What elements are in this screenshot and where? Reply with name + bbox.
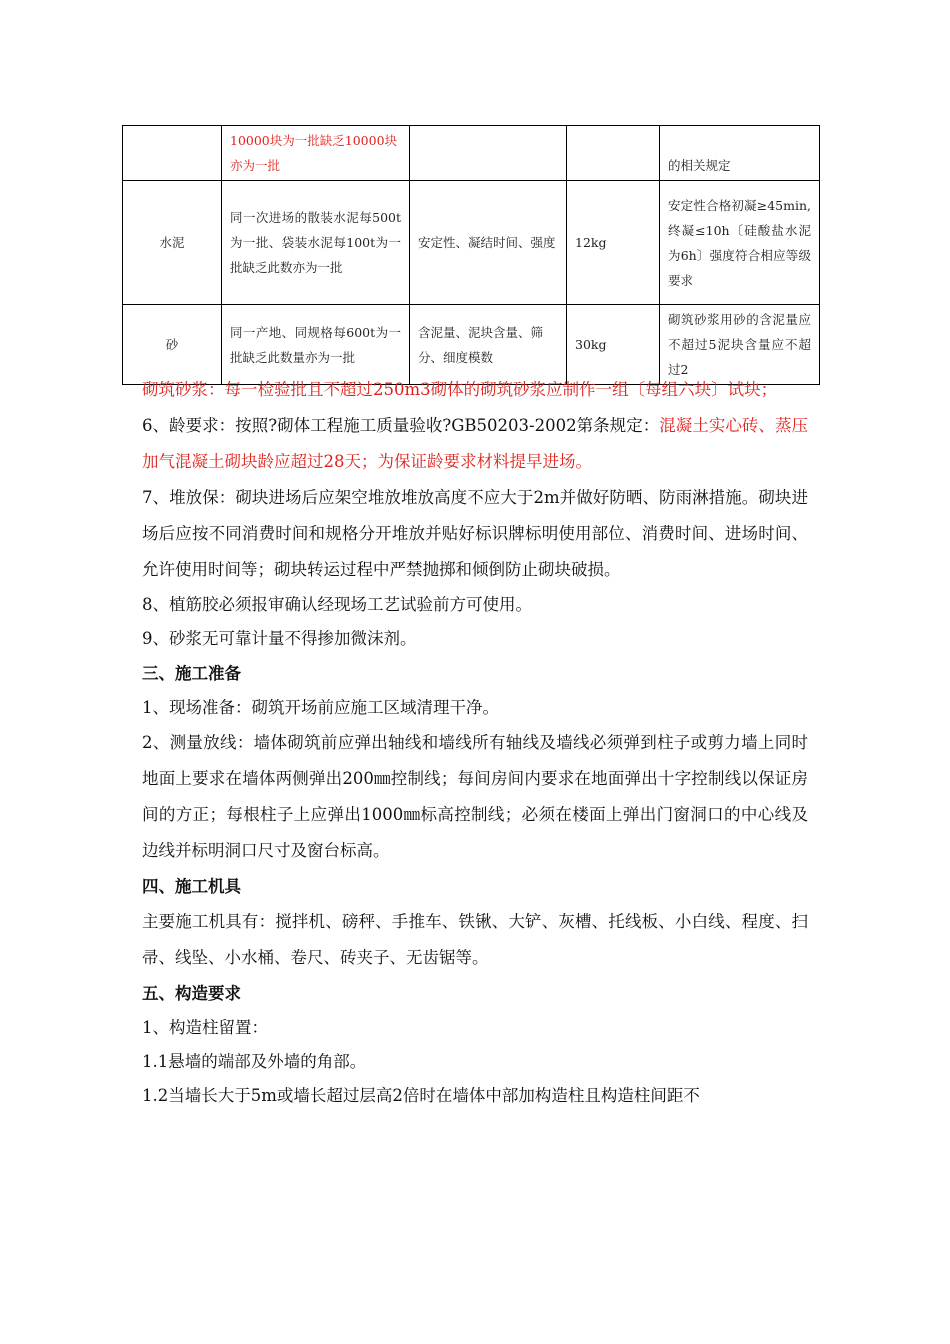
table-row	[123, 126, 820, 181]
paragraph-6-text: 6、龄要求：按照?砌体工程施工质量验收?GB50203-2002第条规定：	[142, 416, 660, 435]
material-name-cell	[123, 126, 222, 181]
test-items-cell: 安定性、凝结时间、强度	[410, 181, 567, 305]
material-inspection-table	[122, 125, 820, 385]
section-heading-tools: 四、施工机具	[142, 877, 241, 896]
test-items-cell: 含泥量、泥块含量、筛分、细度模数	[410, 305, 567, 385]
mortar-sample-note: 砌筑砂浆：每一检验批且不超过250m3砌体的砌筑砂浆应制作一组〔每组六块〕试块；	[142, 380, 778, 399]
test-items-cell	[410, 126, 567, 181]
paragraph-6-highlight: 混凝土实心砖、蒸压加气混凝土砌块龄应超过28天；为保证龄要求材料提早进场。	[142, 416, 808, 471]
batch-rule-cell: 同一次进场的散装水泥每500t为一批、袋装水泥每100t为一批缺乏此数亦为一批	[222, 181, 410, 305]
body-text	[142, 372, 808, 1113]
preparation-item-2: 2、测量放线：墙体砌筑前应弹出轴线和墙线所有轴线及墙线必须弹到柱子或剪力墙上同时地面上要求在墙体两侧弹出200㎜控制线；每间房间内要求在地面弹出十字控制线以保证房间的方正；每根柱子上应弹出1000㎜标高控制线；必须在楼面上弹出门窗洞口的中心线及边线并标明洞口尺寸及窗台标高。	[142, 733, 808, 860]
paragraph-9: 9、砂浆无可靠计量不得掺加微沫剂。	[142, 629, 417, 648]
material-name-cell: 砂	[123, 305, 222, 385]
structure-item-1-1: 1.1悬墙的端部及外墙的角部。	[142, 1052, 367, 1071]
batch-rule-cell: 同一产地、同规格每600t为一批缺乏此数量亦为一批	[222, 305, 410, 385]
batch-rule-cell: 10000块为一批缺乏10000块亦为一批	[222, 126, 410, 181]
tools-paragraph: 主要施工机具有：搅拌机、磅秤、手推车、铁锹、大铲、灰槽、托线板、小白线、程度、扫帚、线坠、小水桶、卷尺、砖夹子、无齿锯等。	[142, 912, 808, 967]
paragraph-8: 8、植筋胶必须报审确认经现场工艺试验前方可使用。	[142, 595, 532, 614]
sample-amount-cell	[567, 126, 660, 181]
section-heading-preparation: 三、施工准备	[142, 664, 241, 683]
sample-amount-cell: 12kg	[567, 181, 660, 305]
table-row	[123, 181, 820, 305]
requirement-cell: 的相关规定	[660, 126, 820, 181]
requirement-cell: 安定性合格初凝≥45min,终凝≤10h〔硅酸盐水泥为6h〕强度符合相应等级要求	[660, 181, 820, 305]
material-name-cell: 水泥	[123, 181, 222, 305]
preparation-item-1: 1、现场准备：砌筑开场前应施工区域清理干净。	[142, 698, 499, 717]
requirement-cell: 砌筑砂浆用砂的含泥量应不超过5泥块含量应不超过2	[660, 305, 820, 385]
structure-item-1-2: 1.2当墙长大于5m或墙长超过层高2倍时在墙体中部加构造柱且构造柱间距不	[142, 1086, 700, 1105]
structure-item-1: 1、构造柱留置：	[142, 1018, 268, 1037]
section-heading-structure: 五、构造要求	[142, 984, 241, 1003]
sample-amount-cell: 30kg	[567, 305, 660, 385]
paragraph-6	[142, 408, 808, 480]
paragraph-7: 7、堆放保：砌块进场后应架空堆放堆放高度不应大于2m并做好防晒、防雨淋措施。砌块进场后应按不同消费时间和规格分开堆放并贴好标识牌标明使用部位、消费时间、进场时间、允许使用时间等；砌块转运过程中严禁抛掷和倾倒防止砌块破损。	[142, 488, 808, 579]
